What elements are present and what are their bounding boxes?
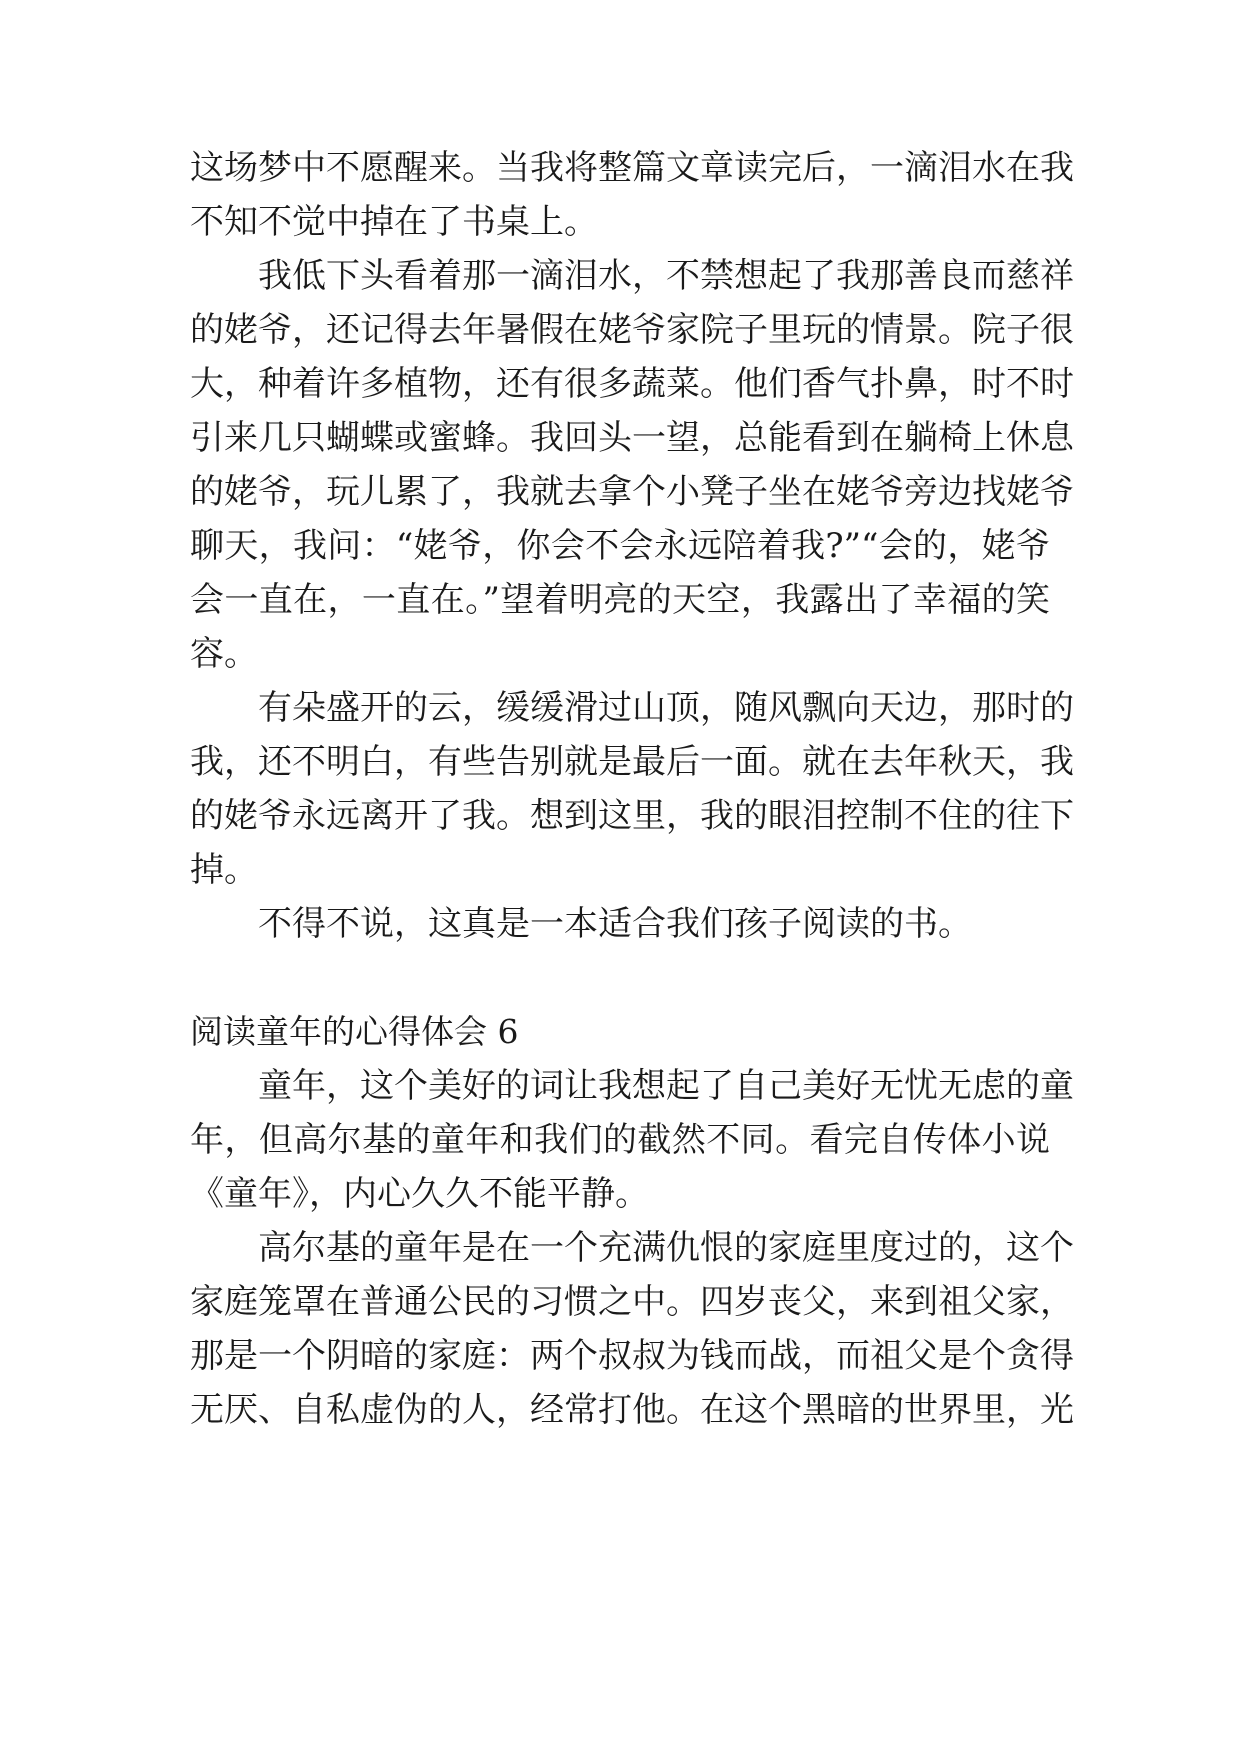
paragraph-line: 会一直在，一直在。”望着明亮的天空，我露出了幸福的笑	[190, 580, 1050, 620]
paragraph-line: 高尔基的童年是在一个充满仇恨的家庭里度过的，这个	[258, 1228, 1074, 1268]
paragraph-line: 的姥爷，玩儿累了，我就去拿个小凳子坐在姥爷旁边找姥爷	[190, 472, 1074, 512]
paragraph-line: 无厌、自私虚伪的人，经常打他。在这个黑暗的世界里，光	[190, 1390, 1074, 1430]
paragraph-line: 掉。	[190, 850, 258, 890]
paragraph-line: 容。	[190, 634, 258, 674]
section-heading: 阅读童年的心得体会 6	[190, 1012, 519, 1051]
paragraph-line: 不得不说，这真是一本适合我们孩子阅读的书。	[258, 904, 972, 944]
paragraph-line: 年，但高尔基的童年和我们的截然不同。看完自传体小说	[190, 1120, 1050, 1160]
paragraph-line: 的姥爷永远离开了我。想到这里，我的眼泪控制不住的往下	[190, 796, 1074, 836]
paragraph-line: 我，还不明白，有些告别就是最后一面。就在去年秋天，我	[190, 742, 1074, 782]
paragraph-line: 童年，这个美好的词让我想起了自己美好无忧无虑的童	[258, 1066, 1074, 1106]
paragraph-line: 那是一个阴暗的家庭：两个叔叔为钱而战，而祖父是个贪得	[190, 1336, 1074, 1376]
paragraph-line: 不知不觉中掉在了书桌上。	[190, 202, 598, 242]
document-page	[190, 0, 1074, 1754]
paragraph-line: 有朵盛开的云，缓缓滑过山顶，随风飘向天边，那时的	[258, 688, 1074, 728]
paragraph-line: 这场梦中不愿醒来。当我将整篇文章读完后，一滴泪水在我	[190, 148, 1074, 188]
paragraph-line: 家庭笼罩在普通公民的习惯之中。四岁丧父，来到祖父家，	[190, 1282, 1074, 1322]
paragraph-line: 大，种着许多植物，还有很多蔬菜。他们香气扑鼻，时不时	[190, 364, 1074, 404]
paragraph-line: 引来几只蝴蝶或蜜蜂。我回头一望，总能看到在躺椅上休息	[190, 418, 1074, 458]
paragraph-line: 的姥爷，还记得去年暑假在姥爷家院子里玩的情景。院子很	[190, 310, 1074, 350]
paragraph-line: 《童年》，内心久久不能平静。	[190, 1174, 649, 1214]
paragraph-line: 我低下头看着那一滴泪水，不禁想起了我那善良而慈祥	[258, 256, 1074, 296]
paragraph-line: 聊天，我问：“姥爷，你会不会永远陪着我?”“会的，姥爷	[190, 526, 1050, 566]
